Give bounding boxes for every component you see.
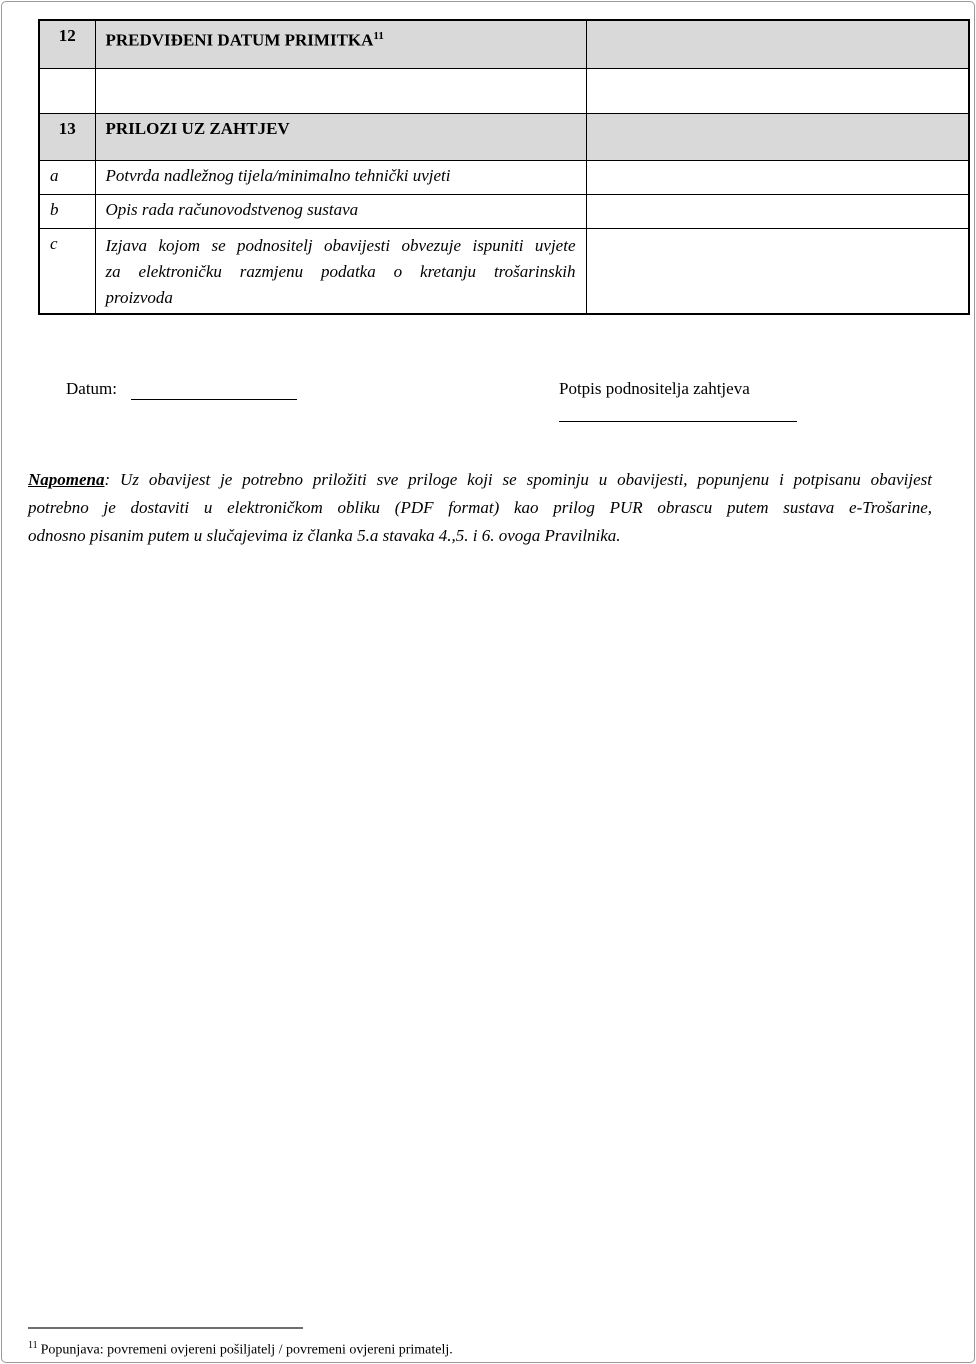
- row-c-line-2: za elektroničku razmjenu podatka o kretanju trošarinskih: [105, 261, 576, 281]
- footnote-separator: [28, 1327, 303, 1329]
- row-12-value-cell[interactable]: [586, 20, 969, 68]
- signature-fill-line[interactable]: [559, 402, 797, 422]
- row-c-letter: c: [39, 228, 95, 314]
- row-c-line-1: Izjava kojom se podnositelj obavijesti obvezuje ispuniti uvjete: [105, 235, 576, 255]
- row-13-value-cell[interactable]: [586, 113, 969, 160]
- table-row-a: [39, 160, 969, 194]
- empty-row-value-cell[interactable]: [586, 68, 969, 113]
- table-row-empty: [39, 68, 969, 113]
- form-table: [38, 19, 970, 315]
- row-b-value-cell[interactable]: [586, 194, 969, 228]
- row-12-label: [95, 20, 586, 68]
- signature-label: Potpis podnositelja zahtjeva: [559, 379, 750, 398]
- row-12-label-text: PREDVIĐENI DATUM PRIMITKA: [105, 30, 374, 50]
- table-row-b: [39, 194, 969, 228]
- date-fill-line[interactable]: [131, 381, 297, 400]
- note-line-2: potrebno je dostaviti u elektroničkom obliku (PDF format) kao prilog PUR obrascu putem sustava e-Trošarine,: [28, 498, 932, 517]
- row-13-label: [95, 113, 586, 160]
- row-b-label: Opis rada računovodstvenog sustava: [95, 194, 586, 228]
- row-13-label-text: PRILOZI UZ ZAHTJEV: [105, 118, 290, 138]
- table-row-c: [39, 228, 969, 314]
- footnote-text: Popunjava: povremeni ovjereni pošiljatelj / povremeni ovjereni primatelj.: [40, 1342, 453, 1358]
- row-a-value-cell[interactable]: [586, 160, 969, 194]
- note-line-3: odnosno pisanim putem u slučajevima iz članka 5.a stavaka 4.,5. i 6. ovoga Pravilnika.: [28, 526, 621, 545]
- row-a-letter: a: [39, 160, 95, 194]
- row-b-letter: b: [39, 194, 95, 228]
- row-c-line-3: proizvoda: [105, 287, 173, 307]
- table-row-13: [39, 113, 969, 160]
- row-c-label: [95, 228, 586, 314]
- row-a-label: Potvrda nadležnog tijela/minimalno tehnički uvjeti: [95, 160, 586, 194]
- note-paragraph: [28, 466, 932, 550]
- row-c-value-cell[interactable]: [586, 228, 969, 314]
- empty-row-number-cell: [39, 68, 95, 113]
- footnote: [28, 1337, 728, 1360]
- row-13-number: 13: [39, 113, 95, 160]
- date-label: Datum:: [66, 379, 117, 398]
- footnote-marker: 11: [28, 1340, 38, 1351]
- note-line-1-rest: : Uz obavijest je potrebno priložiti sve priloge koji se spominju u obavijesti, popunjenu i potpisanu obavijest: [104, 470, 932, 489]
- empty-row-label-cell: [95, 68, 586, 113]
- note-line-1: [28, 466, 932, 494]
- footnote-reference-11: 11: [373, 30, 384, 42]
- note-label: Napomena: [28, 470, 105, 489]
- table-row-12: [39, 20, 969, 68]
- row-12-number: 12: [39, 20, 95, 68]
